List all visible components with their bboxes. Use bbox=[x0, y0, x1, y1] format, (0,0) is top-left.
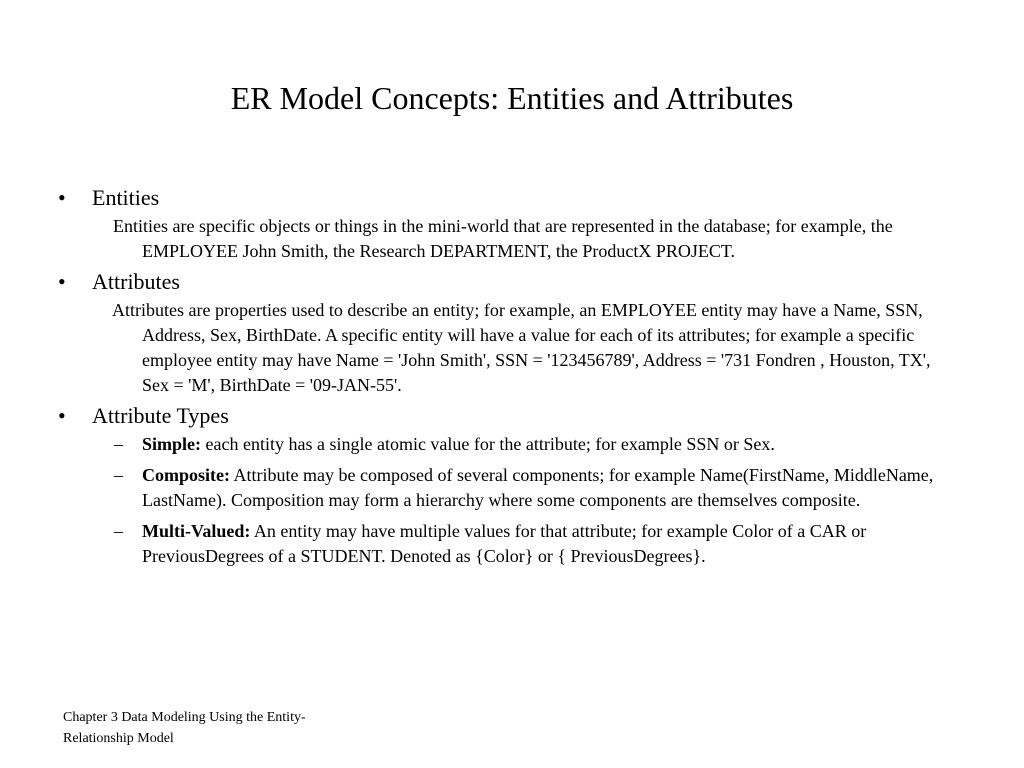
subitem-composite bbox=[58, 463, 954, 513]
footer-line-1: Chapter 3 Data Modeling Using the Entity- bbox=[63, 710, 306, 725]
dash-marker: – bbox=[114, 434, 123, 454]
bullet-marker: • bbox=[58, 269, 66, 294]
footer-line-2: Relationship Model bbox=[63, 731, 174, 746]
subitem-multi-valued bbox=[58, 519, 954, 569]
bullet-label: Attribute Types bbox=[92, 403, 229, 428]
attributes-description: Attributes are properties used to describe an entity; for example, an EMPLOYEE entity may have a Name, SSN, Address, Sex, BirthDate. A specific entity will have a value for each of its attributes; for example a specific employee entity may have Name = 'John Smith', SSN = '123456789', Address = '731 Fondren , Houston, TX', Sex = 'M', BirthDate = '09-JAN-55'. bbox=[112, 300, 931, 395]
bullet-attribute-types bbox=[58, 402, 988, 429]
subitem-text: Attribute may be composed of several components; for example Name(FirstName, MiddleName, LastName). Composition may form a hierarchy where some components are themselves composite. bbox=[142, 465, 934, 510]
bullet-marker: • bbox=[58, 403, 66, 428]
entities-description: Entities are specific objects or things in the mini-world that are represented in the database; for example, the EMPLOYEE John Smith, the Research DEPARTMENT, the ProductX PROJECT. bbox=[113, 216, 893, 261]
subitem-simple bbox=[58, 432, 954, 457]
bullet-entities bbox=[58, 184, 988, 211]
subitem-term: Composite: bbox=[142, 465, 230, 485]
bullet-marker: • bbox=[58, 185, 66, 210]
dash-marker: – bbox=[114, 465, 123, 485]
subitem-text: An entity may have multiple values for that attribute; for example Color of a CAR or PreviousDegrees of a STUDENT. Denoted as {Color} or { PreviousDegrees}. bbox=[142, 521, 867, 566]
dash-marker: – bbox=[114, 521, 123, 541]
slide-body bbox=[58, 184, 988, 575]
subitem-text: each entity has a single atomic value for the attribute; for example SSN or Sex. bbox=[201, 434, 775, 454]
slide-title: ER Model Concepts: Entities and Attributes bbox=[230, 80, 794, 116]
subitem-term: Simple: bbox=[142, 434, 202, 454]
subitem-term: Multi-Valued: bbox=[142, 521, 251, 541]
bullet-attributes bbox=[58, 268, 988, 295]
bullet-label: Entities bbox=[92, 185, 160, 210]
slide-footer bbox=[63, 707, 383, 749]
bullet-label: Attributes bbox=[92, 269, 180, 294]
